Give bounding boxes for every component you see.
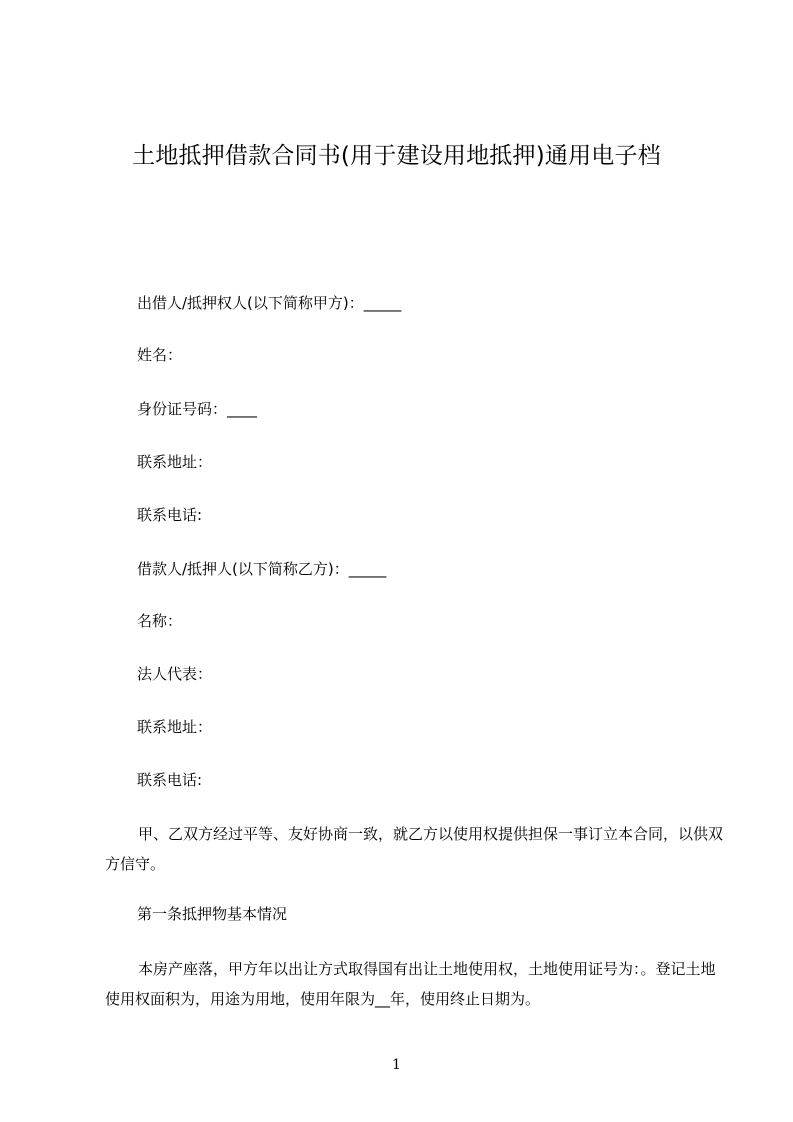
lender-phone-field: 联系电话: <box>137 506 203 524</box>
lender-mortgagee-label: 出借人/抵押权人(以下简称甲方)：_____ <box>137 294 402 312</box>
page-number: 1 <box>392 1057 401 1073</box>
article-1-heading: 第一条抵押物基本情况 <box>137 905 288 923</box>
legal-representative-field: 法人代表： <box>137 665 213 683</box>
lender-name-field: 姓名： <box>137 346 183 364</box>
borrower-name-field: 名称： <box>137 612 183 630</box>
intro-paragraph: 甲、乙双方经过平等、友好协商一致，就乙方以使用权提供担保一事订立本合同，以供双方信守。 <box>105 825 724 873</box>
article-1-paragraph: 本房产座落，甲方年以出让方式取得国有出让土地使用权，土地使用证号为：。登记土地使用权面积为，用途为用地，使用年限为__年，使用终止日期为。 <box>105 960 716 1008</box>
borrower-address-field: 联系地址： <box>137 718 213 736</box>
lender-address-field: 联系地址： <box>137 453 213 471</box>
document-title: 土地抵押借款合同书(用于建设用地抵押)通用电子档 <box>132 143 661 169</box>
lender-id-number-field: 身份证号码：____ <box>137 400 258 418</box>
borrower-mortgagor-label: 借款人/抵押人(以下简称乙方)：_____ <box>137 560 387 578</box>
borrower-phone-field: 联系电话: <box>137 771 203 789</box>
